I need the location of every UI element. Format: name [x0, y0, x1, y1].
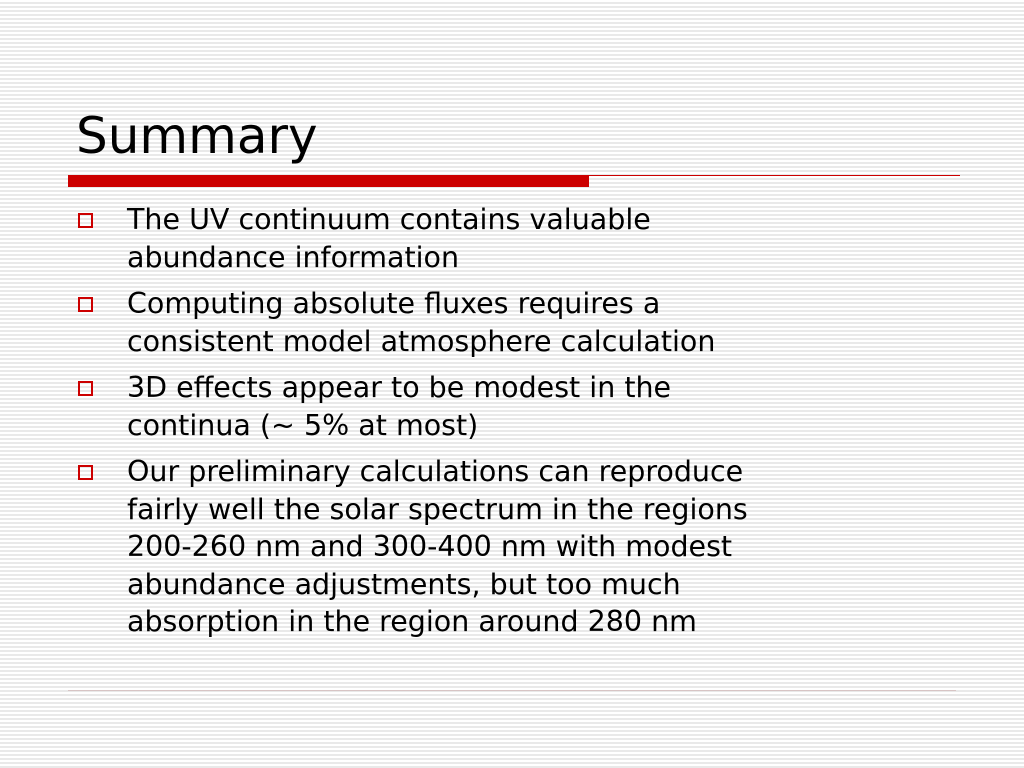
bullet-text-line: absorption in the region around 280 nm: [127, 605, 697, 638]
hollow-square-bullet-icon: [78, 465, 93, 480]
hollow-square-bullet-icon: [78, 213, 93, 228]
title-underline-thick: [68, 175, 589, 187]
bullet-text-line: abundance adjustments, but too much: [127, 567, 681, 601]
bullet-item: [76, 201, 956, 276]
bullet-text-line: fairly well the solar spectrum in the regions: [127, 492, 748, 526]
title-underline-thin: [589, 175, 960, 176]
slide-title: Summary: [76, 107, 318, 165]
bullet-item: [76, 369, 956, 444]
bullet-text-line: Our preliminary calculations can reproduce: [127, 455, 744, 488]
bullet-item: [76, 453, 956, 641]
bullet-text-line: The UV continuum contains valuable: [127, 203, 651, 236]
bullet-text-line: Computing absolute fluxes requires a: [127, 287, 661, 320]
bullet-text-line: abundance information: [127, 240, 460, 274]
footer-divider: [68, 690, 956, 691]
bullet-item: [76, 285, 956, 360]
hollow-square-bullet-icon: [78, 297, 93, 312]
bullet-text-line: 3D effects appear to be modest in the: [127, 371, 672, 404]
bullet-list: [76, 201, 956, 650]
hollow-square-bullet-icon: [78, 381, 93, 396]
bullet-text-line: 200-260 nm and 300-400 nm with modest: [127, 530, 733, 563]
bullet-text-line: consistent model atmosphere calculation: [127, 324, 716, 358]
bullet-text-line: continua (~ 5% at most): [127, 408, 479, 442]
